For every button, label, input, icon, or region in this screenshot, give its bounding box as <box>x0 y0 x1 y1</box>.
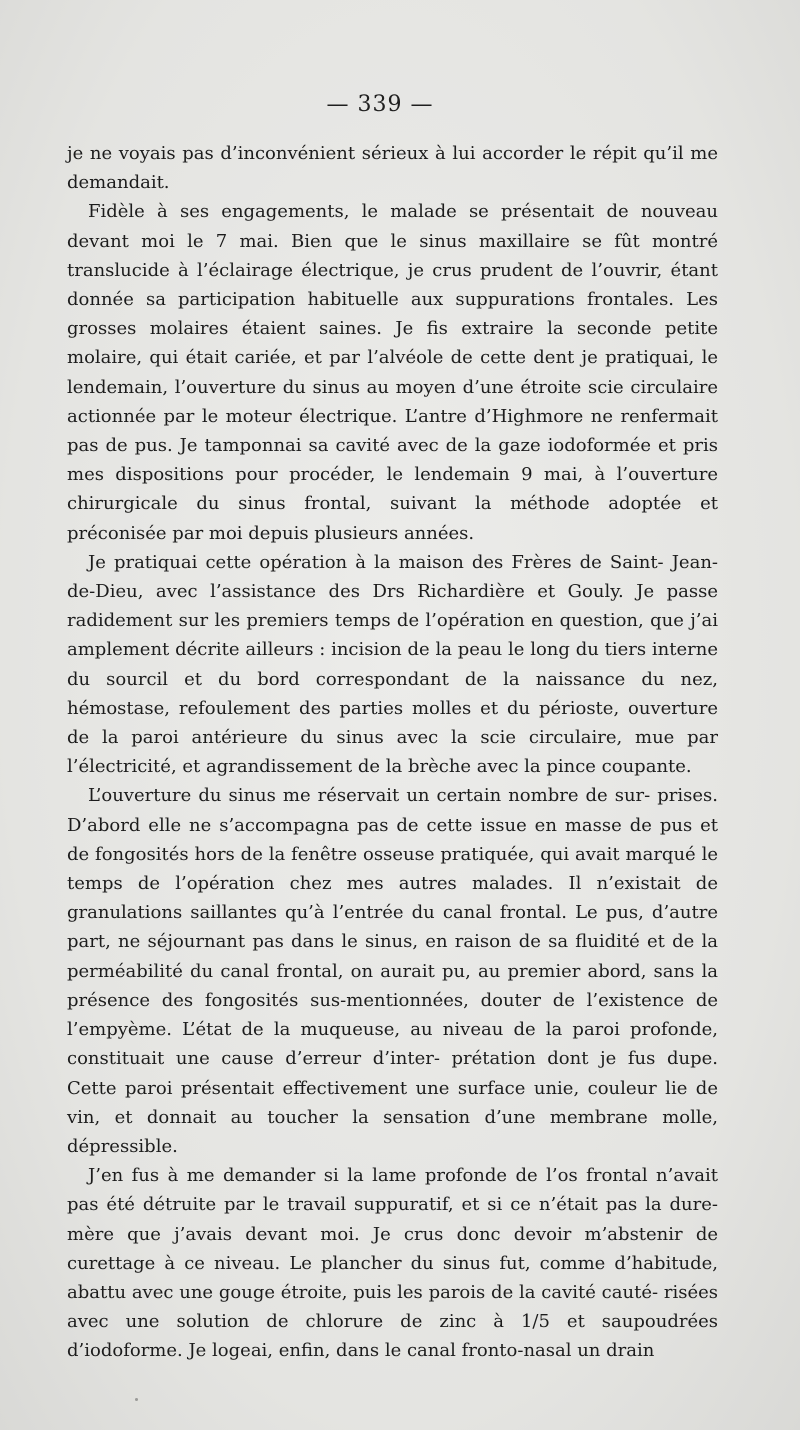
scan-speck <box>135 1398 138 1401</box>
text-line: translucide à l’éclairage électrique, je crus prudent de l’ouvrir, <box>67 259 663 281</box>
text-line: niveau de la paroi profonde, constituait une cause d’erreur d’inter- <box>67 1019 718 1070</box>
paragraph <box>67 1161 718 1365</box>
text-line: prétation dont je fus dupe. Cette paroi présentait effectivement une <box>67 1048 718 1099</box>
paragraph <box>67 781 718 1161</box>
text-line: Fidèle à ses engagements, le malade se présentait de nouveau <box>88 201 718 223</box>
text-line: circulaire actionnée par le moteur électrique. L’antre d’Highmore <box>67 376 718 427</box>
text-line: sa fluidité et de la perméabilité du canal frontal, on aurait pu, au <box>67 931 718 982</box>
text-line: douter de l’existence de l’empyème. L’état de la muqueuse, au <box>67 989 718 1041</box>
text-line: n’existait de granulations saillantes qu’à l’entrée du canal frontal. <box>67 873 718 924</box>
text-line: 9 mai, à l’ouverture chirurgicale du sinus frontal, suivant la méthode <box>67 464 719 515</box>
text-line: interne du sourcil et du bord correspondant de la naissance du nez, <box>67 639 718 690</box>
text-line: de pus et de fongosités hors de la fenêtre osseuse pratiquée, qui <box>67 814 718 865</box>
text-line: d’iodoforme. Je logeai, enfin, dans le canal fronto-nasal un drain <box>67 1340 655 1362</box>
paragraph <box>67 548 718 782</box>
text-line: abattu avec une gouge étroite, puis les parois de la cavité cauté- <box>67 1281 659 1303</box>
text-line: Je pratiquai cette opération à la maison des Frères de Saint- <box>88 551 664 573</box>
text-line: d’une membrane molle, dépressible. <box>67 1106 718 1157</box>
text-line: le lendemain, l’ouverture du sinus au moyen d’une étroite scie <box>67 347 718 398</box>
text-line: adoptée et préconisée par moi depuis plusieurs années. <box>67 493 718 544</box>
text-line: radidement sur les premiers temps de l’opération en question, que <box>67 610 684 632</box>
text-line: Le pus, d’autre part, ne séjournant pas dans le sinus, en raison de <box>67 902 718 953</box>
text-line: je ne voyais pas d’inconvénient sérieux à lui accorder le répit qu’il <box>67 143 684 164</box>
paragraph <box>67 197 718 547</box>
text-line: molaire, qui était cariée, et par l’alvéole de cette dent je pratiquai, <box>67 347 695 369</box>
text-line: L’ouverture du sinus me réservait un certain nombre de sur- <box>88 785 651 807</box>
text-line: risées avec une solution de chlorure de zinc à 1/5 et saupoudrées <box>67 1281 718 1333</box>
text-line: ne renfermait pas de pus. Je tamponnai sa cavité avec de la gaze <box>67 405 718 457</box>
text-line: Jean-de-Dieu, avec l’assistance des Drs Richardière et Gouly. Je passe <box>67 551 718 603</box>
text-line: J’en fus à me demander si la lame profonde de l’os frontal n’avait <box>88 1165 718 1187</box>
text-line: prises. D’abord elle ne s’accompagna pas de cette issue en masse <box>67 785 718 836</box>
text-line: premier abord, sans la présence des fongosités sus-mentionnées, <box>67 960 718 1011</box>
body-text <box>67 139 718 1366</box>
page-number: — 339 — <box>326 92 434 117</box>
text-line: curettage à ce niveau. Le plancher du sinus fut, comme d’habitude, <box>67 1252 718 1274</box>
text-line: Les grosses molaires étaient saines. Je fis extraire la seconde petite <box>67 289 718 340</box>
text-line: pas été détruite par le travail suppuratif, et si ce n’était pas la dure- <box>67 1194 718 1216</box>
text-line: me demandait. <box>67 143 718 194</box>
text-line: mère que j’avais devant moi. Je crus donc devoir m’abstenir de <box>67 1223 718 1245</box>
paragraph <box>67 139 718 197</box>
text-line: avait marqué le temps de l’opération chez mes autres malades. Il <box>67 843 718 895</box>
text-line: j’ai amplement décrite ailleurs : incision de la peau le long du tiers <box>67 610 718 661</box>
text-line: hémostase, refoulement des parties molles et du périoste, ouverture <box>67 697 718 719</box>
text-line: de la paroi antérieure du sinus avec la scie circulaire, mue par <box>67 727 718 749</box>
text-line: surface unie, couleur lie de vin, et donnait au toucher la sensation <box>67 1077 718 1128</box>
text-line: l’électricité, et agrandissement de la brèche avec la pince coupante. <box>67 756 692 778</box>
text-line: étant donnée sa participation habituelle aux suppurations frontales. <box>67 259 718 311</box>
text-line: iodoformée et pris mes dispositions pour procéder, le lendemain <box>67 435 718 486</box>
text-line: devant moi le 7 mai. Bien que le sinus maxillaire se fût montré <box>67 230 718 252</box>
